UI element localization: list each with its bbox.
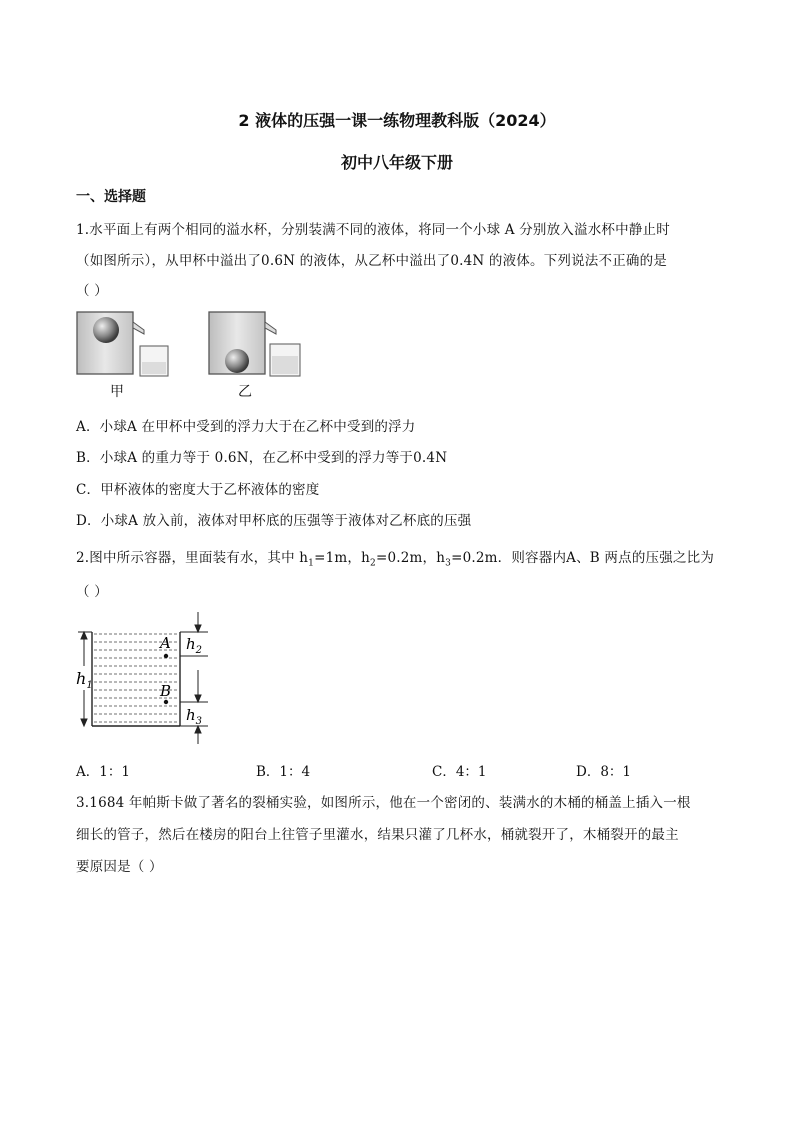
q1-figure bbox=[72, 308, 312, 398]
q2-stem-line2: （ ） bbox=[76, 584, 108, 600]
q3-stem-line3: 要原因是（ ） bbox=[76, 859, 163, 875]
q3-stem-line2: 细长的管子，然后在楼房的阳台上往管子里灌水，结果只灌了几杯水，桶就裂开了，木桶裂开的最主 bbox=[76, 827, 679, 843]
q1-option-b: B．小球A 的重力等于 0.6N，在乙杯中受到的浮力等于0.4N bbox=[76, 450, 448, 466]
q3-stem-line1: 3.1684 年帕斯卡做了著名的裂桶实验，如图所示，他在一个密闭的、装满水的木桶的桶盖上插入一根 bbox=[76, 795, 691, 811]
q2-option-d: D．8：1 bbox=[576, 764, 632, 780]
overflow-cup-right bbox=[209, 312, 276, 374]
document-subtitle: 初中八年级下册 bbox=[340, 153, 453, 172]
point-a bbox=[164, 654, 168, 658]
q2-stem-text: =0.2m．则容器内A、B 两点的压强之比为 bbox=[451, 550, 715, 566]
q2-stem-text: =1m，h bbox=[314, 550, 371, 566]
beaker-left bbox=[140, 346, 168, 376]
document-title: 2 液体的压强一课一练物理教科版（2024） bbox=[238, 111, 556, 130]
q2-figure bbox=[72, 608, 222, 748]
ball-a-right bbox=[225, 349, 249, 373]
q1-option-a: A．小球A 在甲杯中受到的浮力大于在乙杯中受到的浮力 bbox=[76, 419, 416, 435]
q1-figure-label-right: 乙 bbox=[238, 384, 252, 400]
label-h2: $h_2$ bbox=[186, 635, 203, 656]
q1-stem-line2: （如图所示），从甲杯中溢出了0.6N 的液体，从乙杯中溢出了0.4N 的液体。下列说法不正确的是 bbox=[76, 253, 667, 269]
q2-option-c: C．4：1 bbox=[432, 764, 487, 780]
q2-stem-text: 2.图中所示容器，里面装有水，其中 h bbox=[76, 550, 309, 566]
q2-option-a: A．1：1 bbox=[76, 764, 130, 780]
q1-figure-label-left: 甲 bbox=[110, 384, 124, 400]
q2-sub-2: 2 bbox=[370, 558, 376, 569]
label-h3: $h_3$ bbox=[186, 706, 203, 727]
q2-sub-1: 1 bbox=[308, 558, 315, 569]
q1-option-d: D．小球A 放入前，液体对甲杯底的压强等于液体对乙杯底的压强 bbox=[76, 513, 472, 529]
label-b: B bbox=[160, 682, 172, 700]
overflow-cup-left bbox=[77, 312, 144, 374]
label-a: A bbox=[160, 634, 171, 652]
q1-stem-line1: 1.水平面上有两个相同的溢水杯，分别装满不同的液体，将同一个小球 A 分别放入溢水杯中静止时 bbox=[76, 222, 670, 238]
q1-option-c: C．甲杯液体的密度大于乙杯液体的密度 bbox=[76, 482, 320, 498]
q2-stem-line1 bbox=[76, 546, 714, 569]
point-b bbox=[164, 700, 168, 704]
q2-options bbox=[76, 760, 636, 780]
beaker-right bbox=[270, 344, 300, 376]
q2-stem-text: =0.2m，h bbox=[375, 550, 446, 566]
label-h1: $h_1$ bbox=[76, 669, 93, 691]
q1-stem-line3: （ ） bbox=[76, 283, 108, 299]
ball-a-left bbox=[93, 317, 119, 343]
section-heading: 一、选择题 bbox=[76, 189, 146, 205]
q2-sub-3: 3 bbox=[445, 558, 452, 569]
h2-h3-dimension bbox=[180, 612, 208, 744]
q2-option-b: B．1：4 bbox=[256, 764, 311, 780]
